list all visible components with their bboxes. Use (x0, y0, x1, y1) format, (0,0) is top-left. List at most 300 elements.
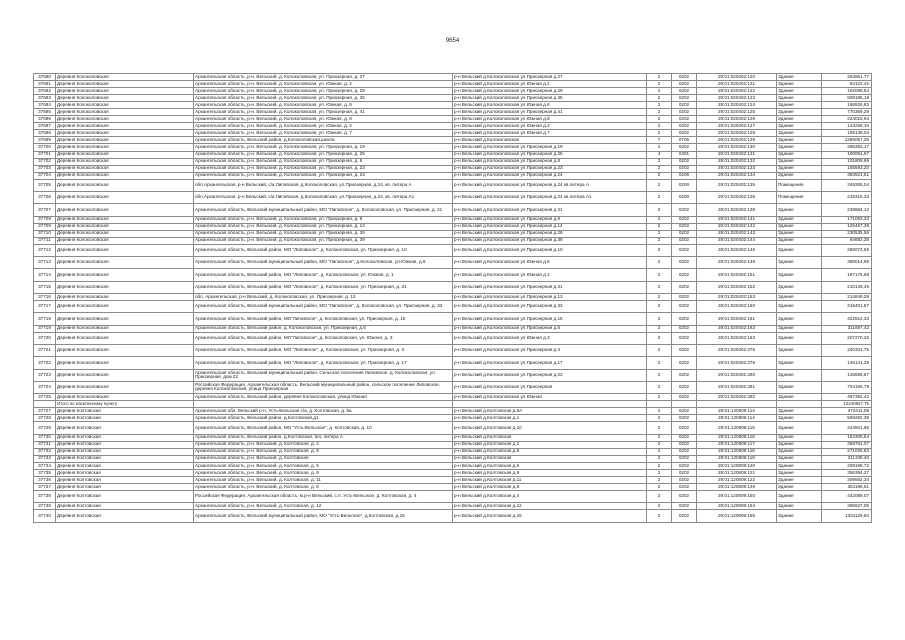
cadastral-number-cell: 29:01:120809:114 (697, 408, 777, 415)
location-cell: р-н Вельский д.Колоколовская ул.Приозерная д.31 (453, 281, 647, 293)
value-cell: 422512,33 (822, 313, 872, 325)
settlement-cell: Деревня Колтовская (56, 476, 194, 483)
value-cell: 210149,45 (822, 281, 872, 293)
object-type-cell: Здание (777, 415, 822, 422)
row-id-cell: 37732 (34, 448, 56, 455)
address-cell: обл.Архангельская, р-н Вельский, с/а Липовская, д.Колоколовская, ул.Приозерная, д.24, кв. литера А (194, 179, 453, 191)
object-type-cell: Здание (777, 441, 822, 448)
address-cell: Архангельская область, Вельский район, д. Колоколовская, ул. Приозерная, д.6 (194, 325, 453, 332)
cadastral-number-cell: 29:01:020402:125 (697, 109, 777, 116)
table-row (34, 192, 872, 204)
group-cell: 2 (647, 179, 672, 191)
location-cell: р-н Вельский д.Колтовская д.10 (453, 422, 647, 434)
address-cell: Архангельская область, р-н. Вельский, д. Колтовская, д. 12 (194, 503, 453, 510)
cadastral-number-cell: 29:01:020402:276 (697, 344, 777, 356)
table-row (34, 441, 872, 448)
code-cell: 0401 (672, 151, 697, 158)
value-cell: 351186,51 (822, 483, 872, 490)
settlement-cell: Деревня Колоколовская (56, 144, 194, 151)
value-cell: 125457,38 (822, 223, 872, 230)
group-cell: 2 (647, 462, 672, 469)
settlement-cell: Деревня Колтовская (56, 503, 194, 510)
value-cell: 289073,56 (822, 244, 872, 256)
location-cell: р-н Вельский д.Колоколовская ул.Приозерная д.39 (453, 237, 647, 244)
row-id-cell: 37710 (34, 230, 56, 237)
value-cell: 171093,33 (822, 216, 872, 223)
table-row (34, 179, 872, 191)
code-cell: 0202 (672, 123, 697, 130)
table-row (34, 204, 872, 216)
group-cell: 2 (647, 109, 672, 116)
group-cell: 2 (647, 491, 672, 503)
value-cell: 311687,42 (822, 325, 872, 332)
settlement-cell: Деревня Колтовская (56, 415, 194, 422)
row-id-cell: 37702 (34, 158, 56, 165)
cadastral-number-cell: 29:01:020402:153 (697, 293, 777, 300)
group-cell: 2 (647, 230, 672, 237)
address-cell: Архангельская область, Вельский муниципальный район, МО "Усть-Вельское", д.Колтовская, д.15 (194, 510, 453, 522)
row-id-cell: 37717 (34, 301, 56, 313)
value-cell: 271026,83 (822, 448, 872, 455)
code-cell: 0202 (672, 74, 697, 81)
row-id-cell: 37720 (34, 332, 56, 344)
group-cell: 2 (647, 293, 672, 300)
settlement-cell: Деревня Колоколовская (56, 74, 194, 81)
row-id-cell: 37695 (34, 109, 56, 116)
table-row (34, 216, 872, 223)
code-cell: 0202 (672, 237, 697, 244)
row-id-cell: 37699 (34, 137, 56, 144)
group-cell: 2 (647, 408, 672, 415)
cadastral-number-cell: 29:01:120809:120 (697, 462, 777, 469)
code-cell: 0200 (672, 192, 697, 204)
object-type-cell: Здание (777, 491, 822, 503)
value-cell: 349265,04 (822, 179, 872, 191)
row-id-cell: 37693 (34, 95, 56, 102)
group-cell: 2 (647, 257, 672, 269)
cadastral-number-cell: 29:01:020402:127 (697, 123, 777, 130)
object-type-cell: Здание (777, 483, 822, 490)
value-cell: 101809,69 (822, 158, 872, 165)
row-id-cell: 37716 (34, 293, 56, 300)
settlement-cell: Деревня Колоколовская (56, 237, 194, 244)
object-type-cell: Здание (777, 257, 822, 269)
settlement-cell: Деревня Колоколовская (56, 81, 194, 88)
table-row (34, 257, 872, 269)
address-cell: Архангельская область, Вельский муниципальный район, МО "Липовское", д. Колоколовская, ул. Приозерная, д. 33 (194, 301, 453, 313)
table-row (34, 130, 872, 137)
location-cell: р-н Вельский д.Колоколовская ул.Приозерная д.8 (453, 158, 647, 165)
group-cell: 2 (647, 357, 672, 369)
settlement-cell: Деревня Колтовская (56, 469, 194, 476)
table-row (34, 476, 872, 483)
location-cell: р-н Вельский д.Колоколовская ул.Приозерная д.35 (453, 95, 647, 102)
location-cell (453, 401, 647, 408)
value-cell: 238684,12 (822, 204, 872, 216)
value-cell: 808185,18 (822, 95, 872, 102)
settlement-cell: Деревня Колоколовская (56, 369, 194, 381)
code-cell: 0202 (672, 293, 697, 300)
location-cell: р-н Вельский д.Колоколовская ул.Приозерная д.33 (453, 301, 647, 313)
cadastral-number-cell: 29:01:020402:129 (697, 137, 777, 144)
object-type-cell: Здание (777, 369, 822, 381)
group-cell: 2 (647, 192, 672, 204)
row-id-cell: 37735 (34, 469, 56, 476)
table-row (34, 230, 872, 237)
cadastral-number-cell: 29:01:120809:119 (697, 455, 777, 462)
address-cell: Архангельская область, р-н. Вельский, д. Колоколовская, ул. Приозерная, д. 27 (194, 74, 453, 81)
settlement-cell: Деревня Колтовская (56, 434, 194, 441)
row-id-cell: 37738 (34, 491, 56, 503)
address-cell: Архангельская область, Вельский муниципальный район, МО "Липовское", д.Колоколовская, ул.Южная, д.6 (194, 257, 453, 269)
location-cell: р-н Вельский д.Колтовская д.2 (453, 441, 647, 448)
settlement-cell: Деревня Колоколовская (56, 165, 194, 172)
object-type-cell: Здание (777, 230, 822, 237)
row-id-cell: 37733 (34, 455, 56, 462)
location-cell: р-н Вельский д.Колоколовская ул.Приозерная д.19 (453, 144, 647, 151)
settlement-cell: Деревня Колтовская (56, 462, 194, 469)
row-id-cell: 37719 (34, 325, 56, 332)
cadastral-number-cell: 29:01:020402:282 (697, 394, 777, 401)
row-id-cell: 37708 (34, 216, 56, 223)
location-cell: р-н Вельский д.Колоколовская ул.Приозерная (453, 381, 647, 393)
row-id-cell: 37715 (34, 281, 56, 293)
row-id-cell: 37709 (34, 223, 56, 230)
settlement-cell: Деревня Колоколовская (56, 109, 194, 116)
cadastral-number-cell: 29:01:020402:146 (697, 244, 777, 256)
row-id-cell: 37736 (34, 476, 56, 483)
row-id-cell: 37692 (34, 88, 56, 95)
address-cell: Архангельская область, Вельский район, МО "Липовское", д. Колоколовская, ул. Приозерная, д. 31 (194, 281, 453, 293)
object-type-cell: Здание (777, 123, 822, 130)
code-cell: 0202 (672, 503, 697, 510)
settlement-cell: Деревня Колтовская (56, 491, 194, 503)
value-cell: 208198,72 (822, 462, 872, 469)
value-cell: 359761,07 (822, 441, 872, 448)
cadastral-number-cell: 29:01:020402:131 (697, 151, 777, 158)
row-id-cell: 37697 (34, 123, 56, 130)
address-cell: Архангельская область, р-н. Вельский, д. Колоколовская, ул. Приозерная, д. 14 (194, 223, 453, 230)
table-row (34, 165, 872, 172)
group-cell: 2 (647, 81, 672, 88)
table-row (34, 109, 872, 116)
location-cell: р-н Вельский д.Колоколовская ул.Приозерная д.27 (453, 74, 647, 81)
registry-rows (34, 74, 872, 523)
code-cell: 0202 (672, 394, 697, 401)
address-cell: Архангельская область, р-н. Вельский, д. Колтовская, д. 6 (194, 448, 453, 455)
row-id-cell: 37724 (34, 381, 56, 393)
table-row (34, 269, 872, 281)
cadastral-number-cell: 29:01:020402:126 (697, 116, 777, 123)
value-cell: 12240827,75 (822, 401, 872, 408)
code-cell: 0202 (672, 88, 697, 95)
address-cell: Архангельская область, р-н. Вельский, д. Колоколовская, ул. Приозерная, д. 39 (194, 237, 453, 244)
address-cell: Архангельская область, р-н. Вельский, д. Колоколовская, ул. Приозерная, д. 24 (194, 172, 453, 179)
group-cell: 2 (647, 434, 672, 441)
row-id-cell: 37728 (34, 415, 56, 422)
object-type-cell: Здание (777, 269, 822, 281)
settlement-cell: Деревня Колоколовская (56, 313, 194, 325)
address-cell: Архангельская область, Вельский район, МО"Липовское", д. Колоколовская, ул. Приозерная, д. 15 (194, 313, 453, 325)
address-cell: Архангельская область, Вельский район, МО "Липовское", д. Колоколовская, ул. Южная, д. 1 (194, 269, 453, 281)
code-cell: 0202 (672, 102, 697, 109)
group-cell: 2 (647, 301, 672, 313)
cadastral-number-cell: 29:01:020402:134 (697, 172, 777, 179)
object-type-cell: Здание (777, 158, 822, 165)
settlement-cell: Деревня Колоколовская (56, 102, 194, 109)
group-cell: 2 (647, 123, 672, 130)
address-cell: Архангельская область, Вельский муниципальный район, Сельское поселение Липовское, д. Колоколовская, ул. Приозерная, дом 22 (194, 369, 453, 381)
code-cell: 0202 (672, 469, 697, 476)
row-id-cell: 37705 (34, 179, 56, 191)
code-cell: 0206 (672, 172, 697, 179)
table-row (34, 301, 872, 313)
cadastral-number-cell: 29:01:020402:143 (697, 230, 777, 237)
value-cell: 143258,10 (822, 123, 872, 130)
table-row (34, 415, 872, 422)
value-cell: 187175,68 (822, 269, 872, 281)
code-cell: 0202 (672, 344, 697, 356)
settlement-cell: Деревня Колоколовская (56, 257, 194, 269)
cadastral-number-cell: 29:01:020402:141 (697, 216, 777, 223)
value-cell: 442089,07 (822, 491, 872, 503)
group-cell: 2 (647, 216, 672, 223)
object-type-cell (777, 401, 822, 408)
code-cell: 0202 (672, 116, 697, 123)
address-cell: Архангельская область, Вельский район, д.Колтовская, б/н, литера А (194, 434, 453, 441)
code-cell: 0202 (672, 257, 697, 269)
location-cell: р-н Вельский д.Колоколовская ул.Приозерная д.24 кв.литера А (453, 179, 647, 191)
settlement-cell: Деревня Колоколовская (56, 130, 194, 137)
code-cell: 0202 (672, 165, 697, 172)
row-id-cell: 37727 (34, 408, 56, 415)
settlement-cell: Деревня Колтовская (56, 455, 194, 462)
row-id-cell: 37721 (34, 344, 56, 356)
group-cell: 7 (647, 137, 672, 144)
code-cell: 0202 (672, 455, 697, 462)
cadastral-number-cell: 29:01:020402:132 (697, 158, 777, 165)
cadastral-number-cell: 29:01:120809:115 (697, 422, 777, 434)
group-cell: 2 (647, 422, 672, 434)
settlement-cell: Деревня Колтовская (56, 510, 194, 522)
value-cell: 230535,56 (822, 230, 872, 237)
group-cell: 2 (647, 172, 672, 179)
location-cell: р-н Вельский д.Колтовская д.4 (453, 491, 647, 503)
cadastral-number-cell: 29:01:020402:160 (697, 301, 777, 313)
row-id-cell: 37723 (34, 369, 56, 381)
location-cell: р-н Вельский д.Колоколовская ул.Южная д.2 (453, 81, 647, 88)
code-cell: 0202 (672, 216, 697, 223)
table-row (34, 455, 872, 462)
value-cell: 184305,54 (822, 434, 872, 441)
value-cell: 207270,26 (822, 332, 872, 344)
value-cell: 1331129,84 (822, 510, 872, 522)
address-cell: Архангельская область, р-н. Вельский, д. Колоколовская, ул. Южная, д. 6 (194, 102, 453, 109)
table-row (34, 123, 872, 130)
cadastral-number-cell: 29:01:120809:117 (697, 441, 777, 448)
group-cell: 2 (647, 332, 672, 344)
code-cell: 0202 (672, 325, 697, 332)
settlement-cell: Деревня Колоколовская (56, 230, 194, 237)
value-cell: 215315,33 (822, 192, 872, 204)
code-cell: 0202 (672, 381, 697, 393)
settlement-cell: Деревня Колоколовская (56, 88, 194, 95)
address-cell: Архангельская область, Вельский район, МО "Липовское", д. Колоколовская, ул. Приозерная, д. 3 (194, 344, 453, 356)
table-row (34, 313, 872, 325)
cadastral-number-cell: 29:01:120809:149 (697, 483, 777, 490)
settlement-cell: Деревня Колоколовская (56, 223, 194, 230)
address-cell: Архангельская область, Вельский район, д.Колоколовская,школа (194, 137, 453, 144)
location-cell: р-н Вельский д.Колтовская д.5 (453, 462, 647, 469)
location-cell: р-н Вельский д.Колоколовская ул.Приозерная д.26 (453, 230, 647, 237)
location-cell: р-н Вельский д.Колоколовская ул.Приозерная д.15 (453, 313, 647, 325)
row-id-cell: 37698 (34, 130, 56, 137)
cadastral-number-cell: 29:01:020402:280 (697, 369, 777, 381)
location-cell: р-н Вельский д.Колтовская д.8 (453, 483, 647, 490)
cadastral-number-cell: 29:01:020402:161 (697, 313, 777, 325)
object-type-cell: Здание (777, 216, 822, 223)
address-cell: Архангельская область, Вельский муниципальный район, МО "Липовское", д. Колоколовская, ул. Приозерная, д. 21 (194, 204, 453, 216)
table-row (34, 137, 872, 144)
code-cell: 0202 (672, 81, 697, 88)
settlement-cell: Деревня Колоколовская (56, 216, 194, 223)
location-cell: р-н Вельский д.Колоколовская ул.Приозерная д.25 (453, 151, 647, 158)
registry-sheet (33, 73, 871, 523)
code-cell: 0202 (672, 95, 697, 102)
table-row (34, 81, 872, 88)
table-row (34, 469, 872, 476)
settlement-cell: Деревня Колоколовская (56, 172, 194, 179)
row-id-cell: 37737 (34, 483, 56, 490)
cadastral-number-cell: 29:01:020402:163 (697, 332, 777, 344)
location-cell: р-н Вельский д.Колоколовская ул.Приозерная д.22 (453, 369, 647, 381)
cadastral-number-cell (697, 401, 777, 408)
value-cell: 383521,51 (822, 172, 872, 179)
group-cell: 2 (647, 344, 672, 356)
code-cell: 0202 (672, 269, 697, 281)
registry-table (33, 73, 872, 523)
group-cell (647, 401, 672, 408)
value-cell: 372411,09 (822, 408, 872, 415)
location-cell: р-н Вельский д.Колоколовская ул.Южная (453, 394, 647, 401)
location-cell: р-н Вельский д.Колоколовская ул.Приозерная д.17 (453, 357, 647, 369)
code-cell: 0202 (672, 434, 697, 441)
group-cell: 2 (647, 455, 672, 462)
table-row (34, 448, 872, 455)
group-cell: 2 (647, 269, 672, 281)
object-type-cell: Здание (777, 237, 822, 244)
row-id-cell (34, 401, 56, 408)
settlement-cell: Деревня Колоколовская (56, 281, 194, 293)
object-type-cell: Здание (777, 510, 822, 522)
row-id-cell: 37712 (34, 244, 56, 256)
group-cell: 4 (647, 151, 672, 158)
location-cell: р-н Вельский д.Колтовская д.15 (453, 510, 647, 522)
table-row (34, 422, 872, 434)
address-cell: Архангельская область, р-н. Вельский, д. Колоколовская, ул. Южная, д. 7 (194, 130, 453, 137)
row-id-cell: 37739 (34, 503, 56, 510)
row-id-cell: 37729 (34, 422, 56, 434)
address-cell: Архангельская область, Вельский район, МО "Усть-Вельское", д. Колтовская, д. 10 (194, 422, 453, 434)
settlement-cell: Деревня Колоколовская (56, 344, 194, 356)
code-cell: 0202 (672, 408, 697, 415)
location-cell: р-н Вельский д.Колоколовская ул.Приозерная д.10 (453, 244, 647, 256)
address-cell: Архангельская область, р-н. Вельский, д. Колоколовская, ул. Приозерная, д. 26 (194, 230, 453, 237)
cadastral-number-cell: 29:01:120809:150 (697, 491, 777, 503)
value-cell: 240331,75 (822, 344, 872, 356)
cadastral-number-cell: 29:01:120809:114 (697, 415, 777, 422)
code-cell: 0202 (672, 448, 697, 455)
group-cell: 2 (647, 281, 672, 293)
object-type-cell: Здание (777, 88, 822, 95)
group-cell: 2 (647, 381, 672, 393)
settlement-cell: Деревня Колоколовская (56, 123, 194, 130)
cadastral-number-cell: 29:01:120809:154 (697, 503, 777, 510)
object-type-cell: Помещение (777, 192, 822, 204)
table-row (34, 237, 872, 244)
settlement-cell: Деревня Колоколовская (56, 332, 194, 344)
settlement-cell: Деревня Колоколовская (56, 158, 194, 165)
table-row (34, 369, 872, 381)
object-type-cell: Здание (777, 325, 822, 332)
page-number: 9654 (445, 38, 460, 44)
cadastral-number-cell: 29:01:120809:155 (697, 510, 777, 522)
location-cell: р-н Вельский д.Колтовская (453, 455, 647, 462)
code-cell: 0202 (672, 415, 697, 422)
cadastral-number-cell: 29:01:020402:144 (697, 237, 777, 244)
cadastral-number-cell: 29:01:120809:116 (697, 434, 777, 441)
group-cell: 2 (647, 510, 672, 522)
address-cell: Архангельская обл, Вельский р-н, Усть-Вельская с/а, д. Колтовская, д. 5а (194, 408, 453, 415)
settlement-cell: Деревня Колоколовская (56, 151, 194, 158)
object-type-cell: Здание (777, 81, 822, 88)
table-row (34, 344, 872, 356)
group-cell: 2 (647, 144, 672, 151)
address-cell: Архангельская область, р-н. Вельский, д. Колтовская, д. 11 (194, 476, 453, 483)
value-cell: 146559,87 (822, 369, 872, 381)
table-row (34, 462, 872, 469)
address-cell: обл. Архангельская, р-н Вельский, д. Колоколовская, ул. Приозерная, д. 13 (194, 293, 453, 300)
code-cell: 0202 (672, 130, 697, 137)
table-row (34, 510, 872, 522)
value-cell: 146141,28 (822, 357, 872, 369)
location-cell: р-н Вельский д.Колоколовская ул.Приозерная д.13 (453, 293, 647, 300)
code-cell: 0705 (672, 137, 697, 144)
object-type-cell: Здание (777, 144, 822, 151)
cadastral-number-cell: 29:01:020402:124 (697, 102, 777, 109)
value-cell: 319401,87 (822, 301, 872, 313)
table-row (34, 483, 872, 490)
group-cell: 2 (647, 223, 672, 230)
table-row (34, 332, 872, 344)
object-type-cell: Здание (777, 116, 822, 123)
object-type-cell: Здание (777, 434, 822, 441)
location-cell: р-н Вельский д.Колоколовская ул.Южная д.6 (453, 257, 647, 269)
row-id-cell: 37704 (34, 172, 56, 179)
settlement-cell: Деревня Колтовская (56, 408, 194, 415)
table-row (34, 408, 872, 415)
object-type-cell: Здание (777, 301, 822, 313)
row-id-cell: 37701 (34, 151, 56, 158)
location-cell: р-н Вельский д.Колоколовская ул.Приозерная д.23 (453, 165, 647, 172)
value-cell: 497392,42 (822, 394, 872, 401)
address-cell: Архангельская область, Вельский район, д.Колтовская,д1 (194, 415, 453, 422)
group-cell: 2 (647, 88, 672, 95)
cadastral-number-cell: 29:01:120809:122 (697, 476, 777, 483)
table-row (34, 144, 872, 151)
row-id-cell: 37690 (34, 74, 56, 81)
settlement-cell: Деревня Колоколовская (56, 357, 194, 369)
